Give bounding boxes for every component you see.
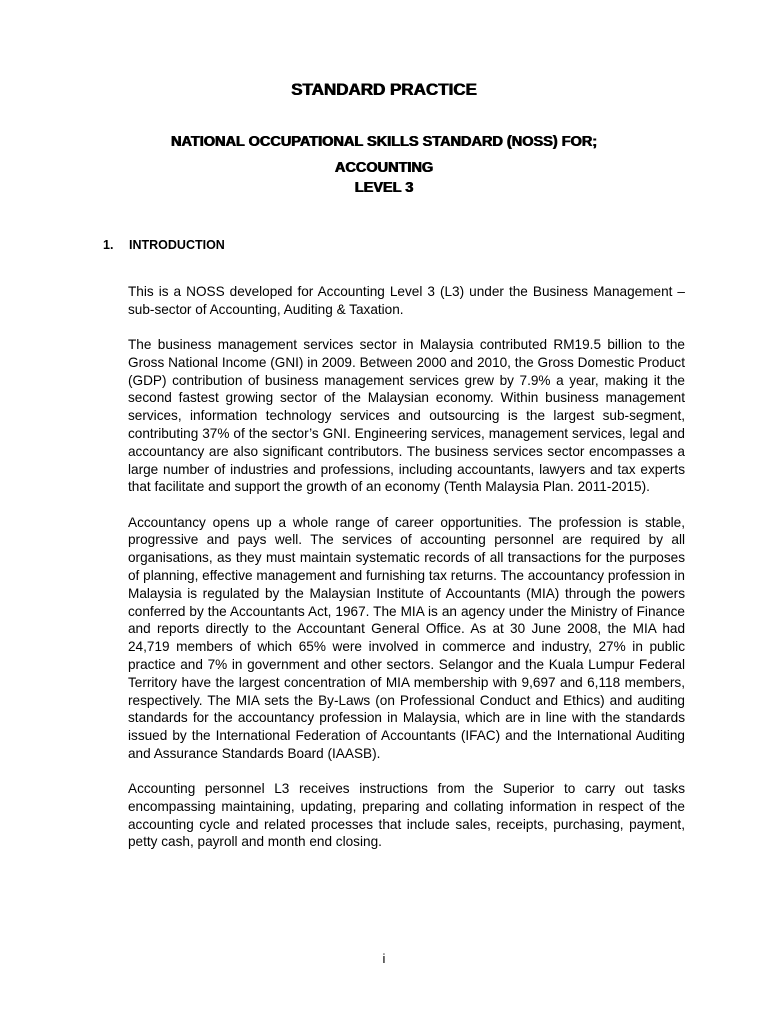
section-heading: [103, 238, 225, 252]
section-number: 1.: [103, 238, 114, 252]
document-subtitle: NATIONAL OCCUPATIONAL SKILLS STANDARD (NOSS) FOR;: [170, 134, 598, 150]
section-title: INTRODUCTION: [129, 238, 225, 252]
level-title: LEVEL 3: [354, 180, 414, 196]
paragraph: This is a NOSS developed for Accounting Level 3 (L3) under the Business Management – sub-sector of Accounting, Auditing & Taxation.: [128, 284, 685, 317]
paragraph: Accountancy opens up a whole range of career opportunities. The profession is stable, progressive and pays well. The services of accounting personnel are required by all organisations, as they must maintain systematic records of all transactions for the purposes of planning, effective management and furnishing tax returns. The accountancy profession in Malaysia is regulated by the Malaysian Institute of Accountants (MIA) through the powers conferred by the Accountants Act, 1967. The MIA is an agency under the Ministry of Finance and reports directly to the Accountant General Office. As at 30 June 2008, the MIA had 24,719 members of which 65% were involved in commerce and industry, 27% in public practice and 7% in government and other sectors. Selangor and the Kuala Lumpur Federal Territory have the largest concentration of MIA membership with 9,697 and 6,118 members, respectively. The MIA sets the By-Laws (on Professional Conduct and Ethics) and auditing standards for the accountancy profession in Malaysia, which are in line with the standards issued by the International Federation of Accountants (IFAC) and the International Auditing and Assurance Standards Board (IAASB).: [128, 514, 685, 761]
paragraph: The business management services sector in Malaysia contributed RM19.5 billion to the Gross National Income (GNI) in 2009. Between 2000 and 2010, the Gross Domestic Product (GDP) contribution of business management services grew by 7.9% a year, making it the second fastest growing sector of the Malaysian economy. Within business management services, information technology services and outsourcing is the largest sub-segment, contributing 37% of the sector’s GNI. Engineering services, management services, legal and accountancy are also significant contributors. The business services sector encompasses a large number of industries and professions, including accountants, lawyers and tax experts that facilitate and support the growth of an economy (Tenth Malaysia Plan. 2011-2015).: [128, 336, 685, 495]
paragraph: Accounting personnel L3 receives instructions from the Superior to carry out tasks encompassing maintaining, updating, preparing and collating information in respect of the accounting cycle and related processes that include sales, receipts, purchasing, payment, petty cash, payroll and month end closing.: [128, 781, 685, 850]
occupation-title: ACCOUNTING: [334, 160, 434, 176]
document-title: STANDARD PRACTICE: [291, 80, 477, 99]
page-number: i: [382, 951, 386, 966]
body-text: [128, 283, 685, 869]
